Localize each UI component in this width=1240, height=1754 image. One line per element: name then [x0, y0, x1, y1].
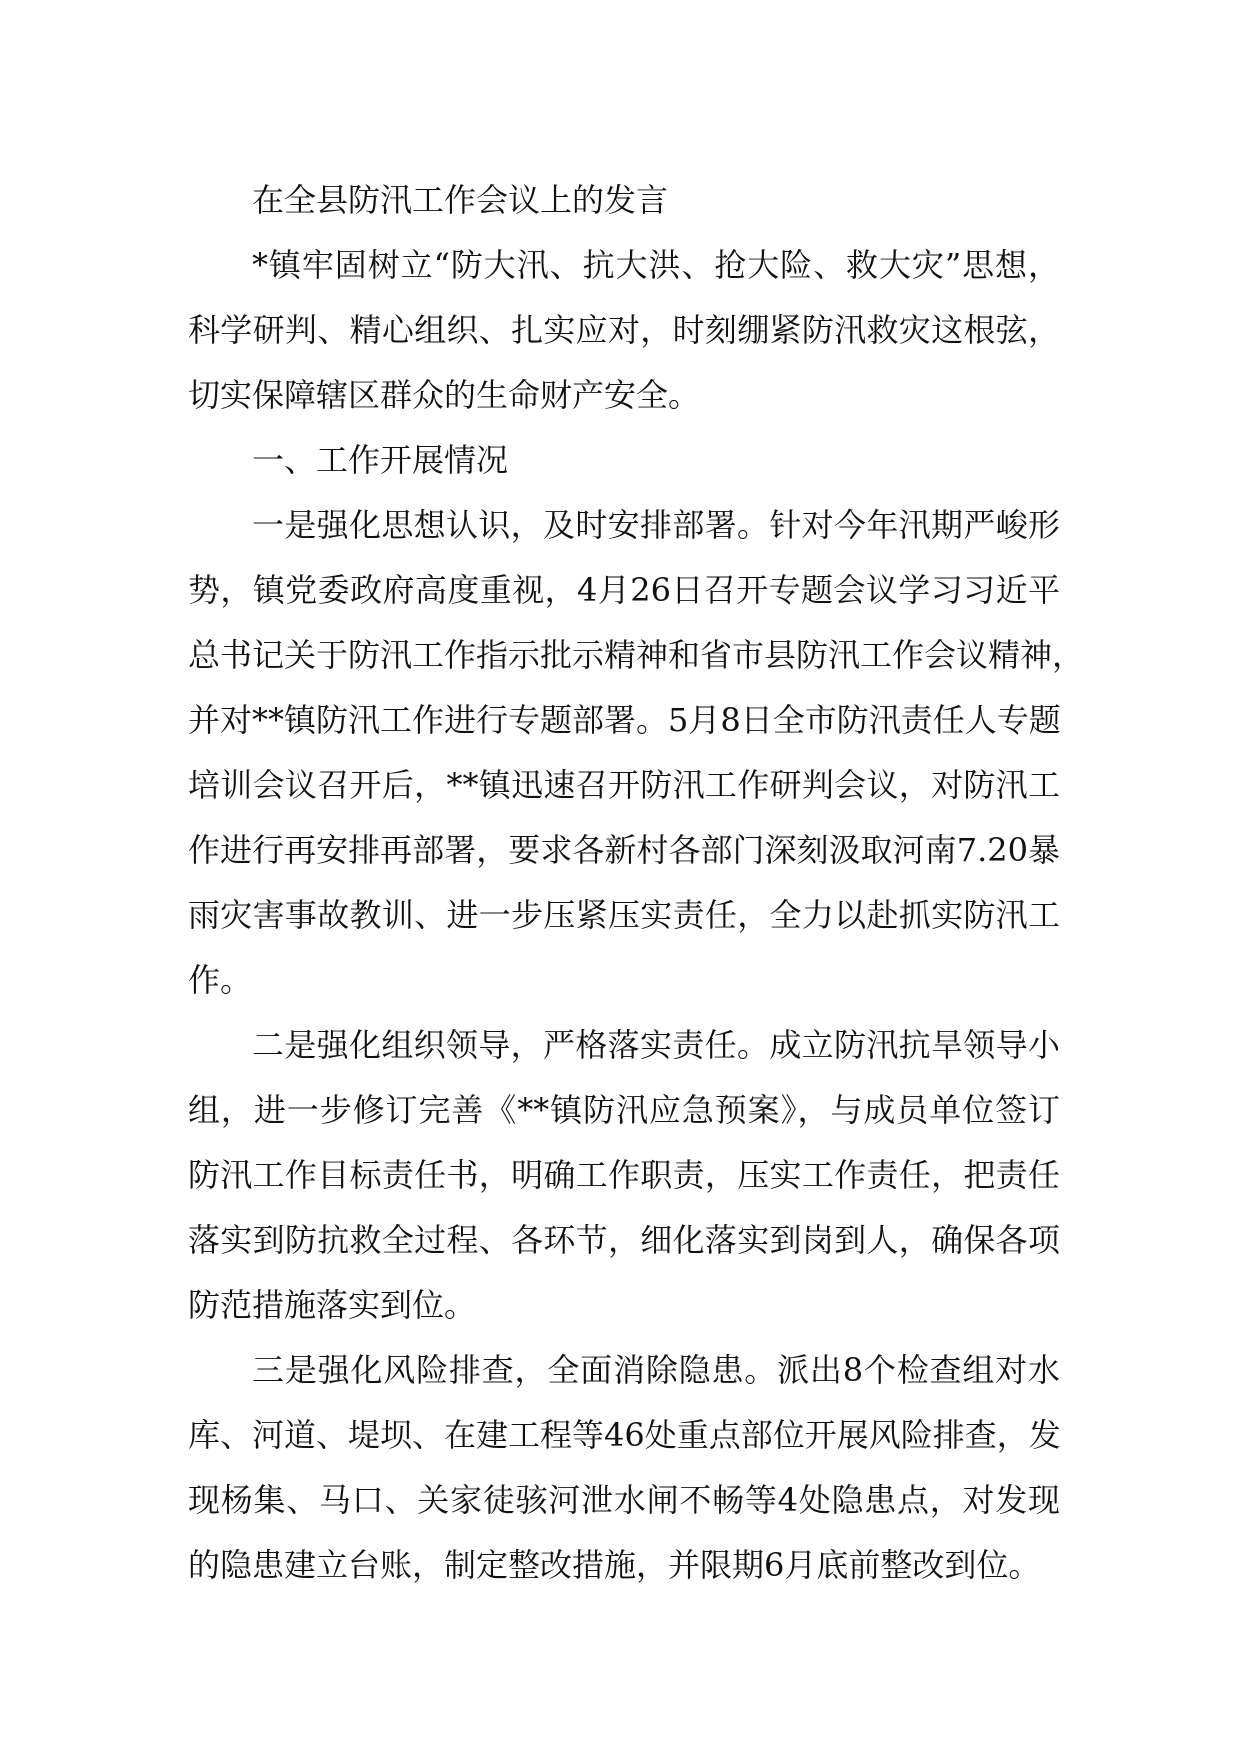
paragraph-1: [188, 493, 1085, 1013]
paragraph-line: 落实到防抗救全过程、各环节，细化落实到岗到人，确保各项: [188, 1221, 1060, 1259]
paragraph-line: 防范措施落实到位。: [188, 1286, 477, 1324]
paragraph-line: 势，镇党委政府高度重视，4月26日召开专题会议学习习近平: [188, 571, 1060, 609]
section-heading-text: 一、工作开展情况: [252, 441, 509, 479]
paragraph-intro: [188, 233, 1060, 428]
paragraph-line: 防汛工作目标责任书，明确工作职责，压实工作责任，把责任: [188, 1156, 1060, 1194]
paragraph-line: 雨灾害事故教训、进一步压紧压实责任，全力以赴抓实防汛工: [188, 896, 1060, 934]
paragraph-line: 科学研判、精心组织、扎实应对，时刻绷紧防汛救灾这根弦，: [188, 311, 1060, 349]
paragraph-line: 培训会议召开后，**镇迅速召开防汛工作研判会议，对防汛工: [188, 766, 1060, 804]
section-heading: [188, 428, 1060, 493]
paragraph-line: 一是强化思想认识，及时安排部署。针对今年汛期严峻形: [252, 506, 1060, 544]
paragraph-line: 现杨集、马口、关家徒骇河泄水闸不畅等4处隐患点，对发现: [188, 1481, 1060, 1519]
paragraph-line: 作进行再安排再部署，要求各新村各部门深刻汲取河南7.20暴: [188, 831, 1060, 869]
paragraph-line: 并对**镇防汛工作进行专题部署。5月8日全市防汛责任人专题: [188, 701, 1061, 739]
paragraph-line: 三是强化风险排查，全面消除隐患。派出8个检查组对水: [252, 1351, 1060, 1389]
paragraph-line: 切实保障辖区群众的生命财产安全。: [188, 376, 701, 414]
paragraph-3: [188, 1338, 1060, 1598]
paragraph-line: *镇牢固树立“防大汛、抗大洪、抢大险、救大灾”思想，: [252, 246, 1060, 284]
paragraph-line: 作。: [188, 961, 253, 999]
paragraph-line: 的隐患建立台账，制定整改措施，并限期6月底前整改到位。: [188, 1546, 1041, 1584]
paragraph-line: 二是强化组织领导，严格落实责任。成立防汛抗旱领导小: [252, 1026, 1060, 1064]
paragraph-line: 库、河道、堤坝、在建工程等46处重点部位开展风险排查，发: [188, 1416, 1061, 1454]
paragraph-line: 组，进一步修订完善《**镇防汛应急预案》，与成员单位签订: [188, 1091, 1060, 1129]
paragraph-line: 总书记关于防汛工作指示批示精神和省市县防汛工作会议精神，: [188, 636, 1085, 674]
document-title: 在全县防汛工作会议上的发言: [252, 181, 669, 219]
paragraph-2: [188, 1013, 1060, 1338]
